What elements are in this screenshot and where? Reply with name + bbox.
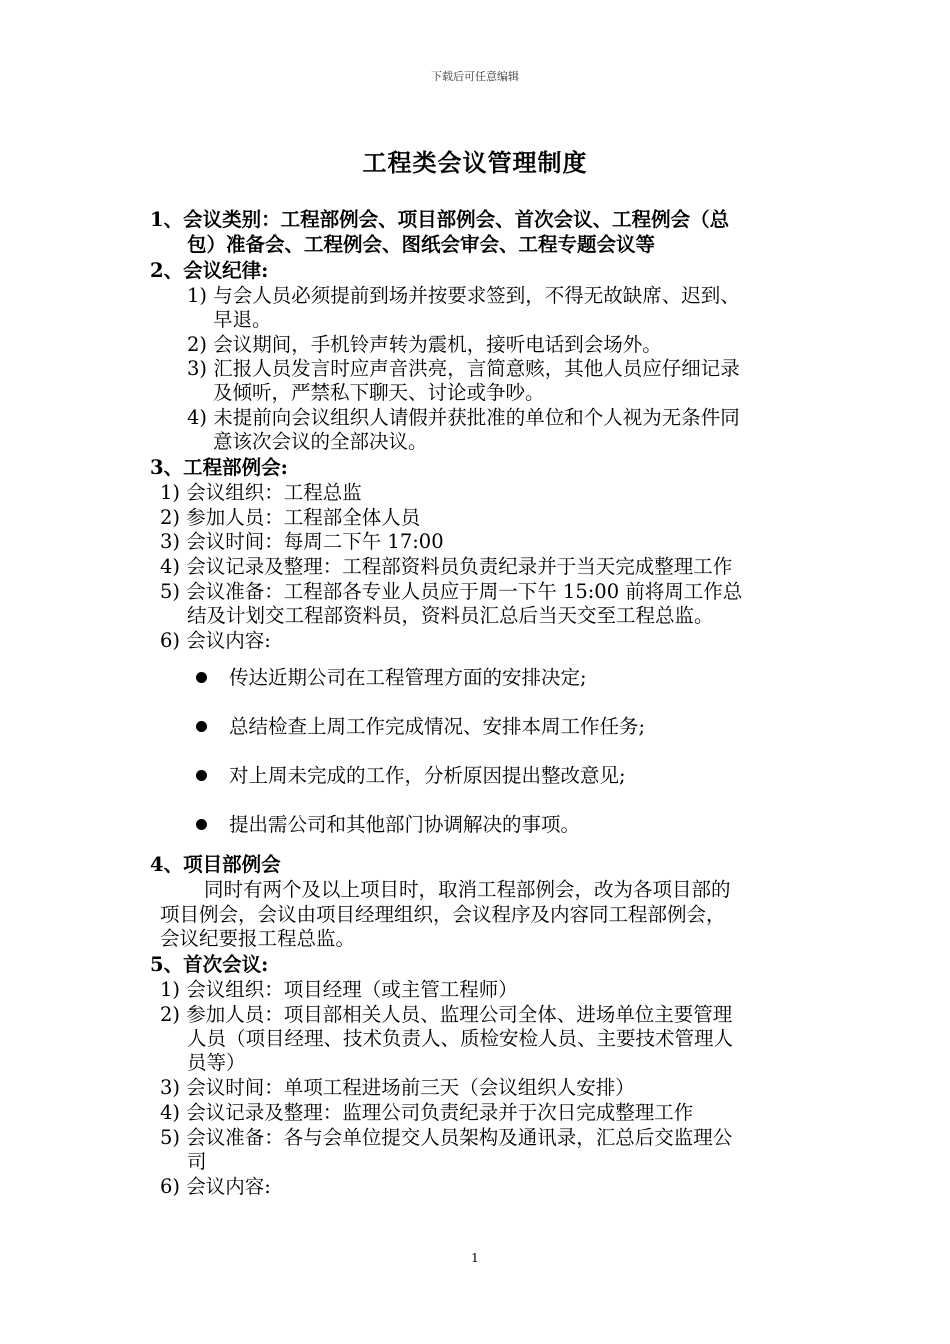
page-number: 1	[471, 1251, 479, 1265]
section-5-heading: 5、首次会议:	[150, 953, 269, 976]
section-2-item: 3) 汇报人员发言时应声音洪亮，言简意赅，其他人员应仔细记录	[187, 357, 740, 380]
section-3-bullet: 总结检查上周工作完成情况、安排本周工作任务;	[229, 715, 646, 738]
section-2-heading: 2、会议纪律:	[150, 259, 269, 282]
section-5-item: 1) 会议组织：项目经理（或主管工程师）	[160, 978, 518, 1001]
section-3-item-cont: 结及计划交工程部资料员，资料员汇总后当天交至工程总监。	[187, 604, 714, 627]
section-5-item: 6) 会议内容:	[160, 1175, 271, 1198]
section-3-item: 1) 会议组织：工程总监	[160, 481, 362, 504]
section-3-item: 4) 会议记录及整理：工程部资料员负责纪录并于当天完成整理工作	[160, 555, 733, 578]
bullet-dot	[196, 819, 207, 830]
section-2-item-cont: 意该次会议的全部决议。	[213, 430, 428, 453]
section-3-item: 5) 会议准备：工程部各专业人员应于周一下午 15:00 前将周工作总	[160, 580, 743, 603]
section-5-item: 3) 会议时间：单项工程进场前三天（会议组织人安排）	[160, 1076, 635, 1099]
section-2-item: 1) 与会人员必须提前到场并按要求签到，不得无故缺席、迟到、	[187, 284, 740, 307]
section-3-bullet: 对上周未完成的工作，分析原因提出整改意见;	[229, 764, 626, 787]
section-4-para: 同时有两个及以上项目时，取消工程部例会，改为各项目部的	[204, 878, 731, 901]
section-5-item-cont: 人员（项目经理、技术负责人、质检安检人员、主要技术管理人	[187, 1027, 734, 1050]
section-5-item: 4) 会议记录及整理：监理公司负责纪录并于次日完成整理工作	[160, 1101, 694, 1124]
document-title: 工程类会议管理制度	[362, 148, 588, 177]
section-5-item: 2) 参加人员：项目部相关人员、监理公司全体、进场单位主要管理	[160, 1003, 733, 1026]
bullet-dot	[196, 770, 207, 781]
section-3-bullet: 传达近期公司在工程管理方面的安排决定;	[229, 666, 587, 689]
section-3-item: 3) 会议时间：每周二下午 17:00	[160, 530, 444, 553]
section-3-item: 6) 会议内容:	[160, 629, 271, 652]
section-5-item-cont: 员等）	[187, 1051, 246, 1074]
section-2-item: 2) 会议期间，手机铃声转为震机，接听电话到会场外。	[187, 333, 662, 356]
bullet-dot	[196, 672, 207, 683]
section-1-line-1: 1、会议类别：工程部例会、项目部例会、首次会议、工程例会（总	[150, 208, 730, 231]
section-3-heading: 3、工程部例会:	[150, 456, 288, 479]
section-4-para: 项目例会，会议由项目经理组织，会议程序及内容同工程部例会，	[160, 903, 726, 926]
section-5-item-cont: 司	[187, 1150, 207, 1173]
bullet-dot	[196, 721, 207, 732]
section-3-bullet: 提出需公司和其他部门协调解决的事项。	[229, 813, 581, 836]
section-4-heading: 4、项目部例会	[150, 853, 281, 876]
section-2-item-cont: 及倾听，严禁私下聊天、讨论或争吵。	[213, 381, 545, 404]
section-5-item: 5) 会议准备：各与会单位提交人员架构及通讯录，汇总后交监理公	[160, 1126, 733, 1149]
section-1-line-2: 包）准备会、工程例会、图纸会审会、工程专题会议等	[187, 233, 656, 256]
section-2-item: 4) 未提前向会议组织人请假并获批准的单位和个人视为无条件同	[187, 406, 740, 429]
page-header: 下载后可任意编辑	[431, 70, 519, 83]
section-2-item-cont: 早退。	[213, 308, 272, 331]
section-4-para: 会议纪要报工程总监。	[160, 927, 356, 950]
section-3-item: 2) 参加人员：工程部全体人员	[160, 506, 421, 529]
